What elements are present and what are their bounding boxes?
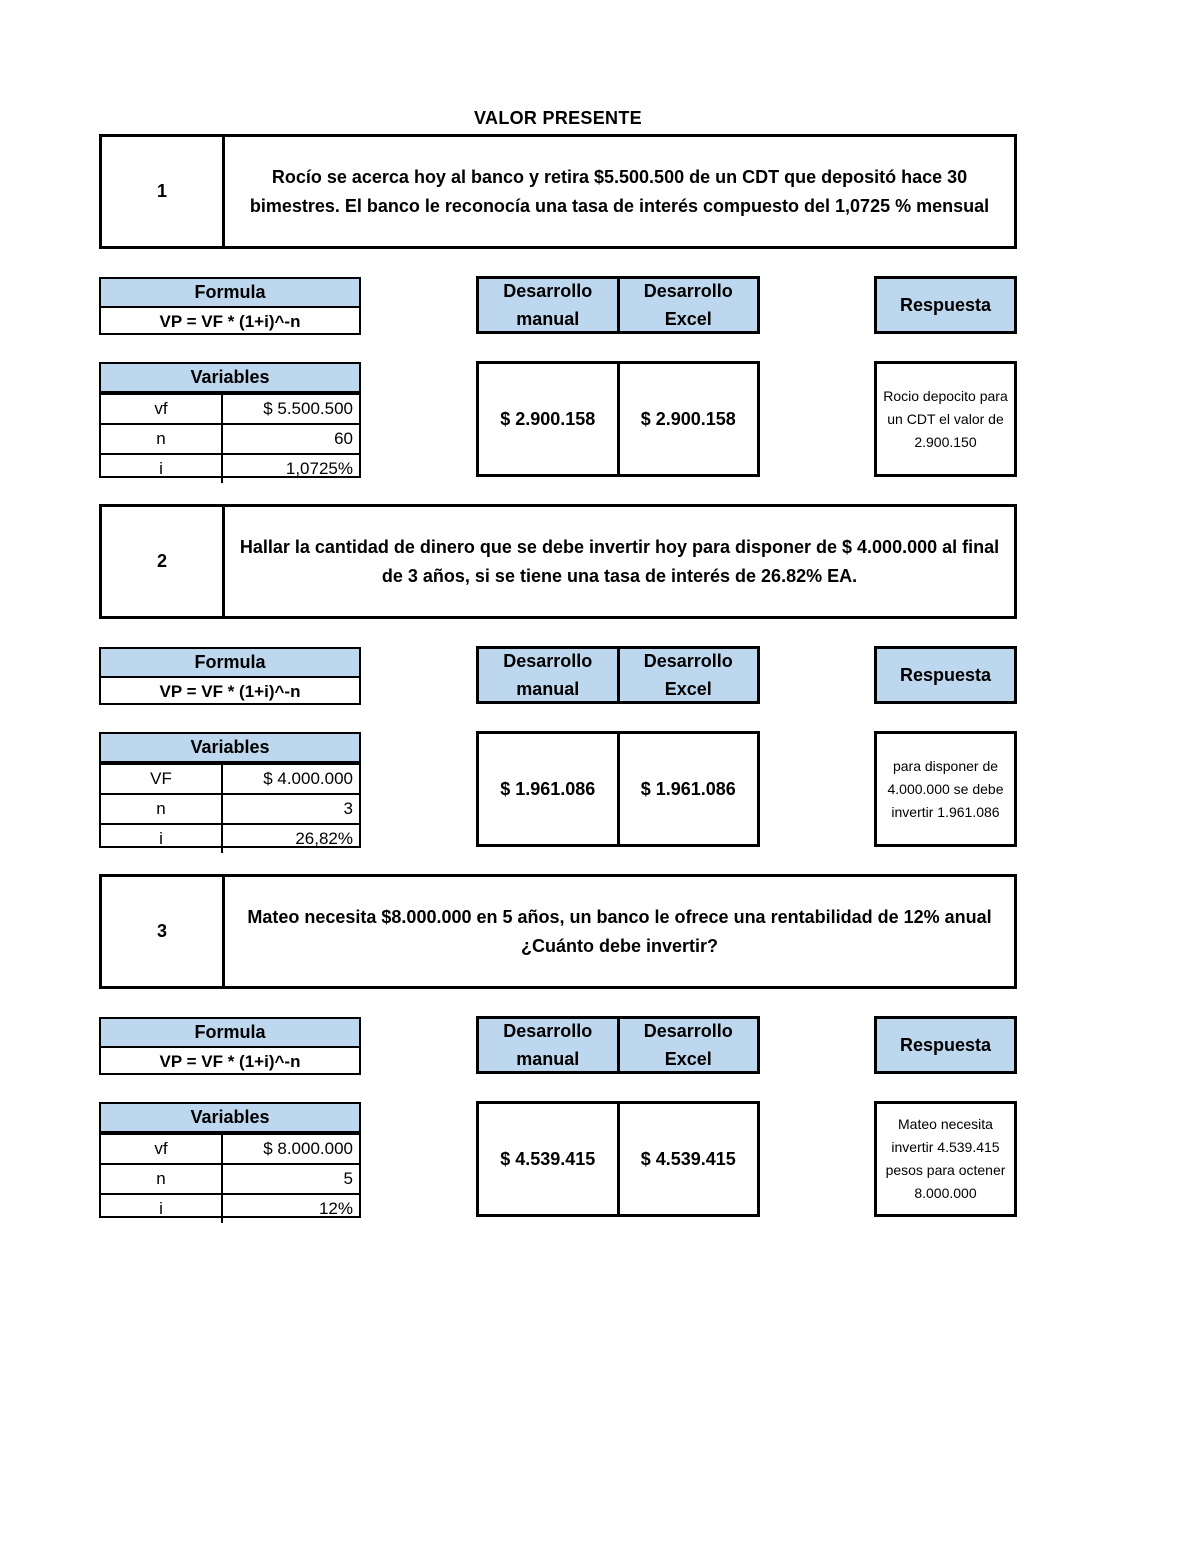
respuesta-header: Respuesta xyxy=(874,276,1017,334)
respuesta-value: Rocio depocito para un CDT el valor de 2.900.150 xyxy=(874,361,1017,477)
variable-value: 5 xyxy=(343,1169,353,1188)
variable-row xyxy=(101,1193,359,1223)
problem-1-box xyxy=(99,134,1017,249)
problem-number: 2 xyxy=(102,507,225,616)
development-values xyxy=(476,731,760,847)
variables-table xyxy=(99,362,361,478)
respuesta-value: Mateo necesita invertir 4.539.415 pesos para octener 8.000.000 xyxy=(874,1101,1017,1217)
variable-name: n xyxy=(101,1165,223,1193)
variable-value: 26,82% xyxy=(295,829,353,848)
dev-excel-header: Desarrollo Excel xyxy=(617,649,758,701)
problem-number: 3 xyxy=(102,877,225,986)
dev-manual-value: $ 1.961.086 xyxy=(500,778,596,799)
dev-excel-header: Desarrollo Excel xyxy=(617,1019,758,1071)
formula-value: VP = VF * (1+i)^-n xyxy=(159,312,301,331)
variable-value: 12% xyxy=(318,1199,353,1218)
variable-row xyxy=(101,453,359,483)
variable-row xyxy=(101,423,359,453)
variable-name: vf xyxy=(101,1135,223,1163)
variable-name: i xyxy=(101,825,223,853)
variable-value: 60 xyxy=(334,429,353,448)
dev-manual-header: Desarrollo manual xyxy=(479,279,617,331)
variables-header: Variables xyxy=(101,1104,359,1133)
respuesta-header: Respuesta xyxy=(874,646,1017,704)
development-values xyxy=(476,1101,760,1217)
variable-value: $ 5.500.500 xyxy=(263,399,353,418)
variable-row xyxy=(101,793,359,823)
problem-3-box xyxy=(99,874,1017,989)
dev-excel-value: $ 4.539.415 xyxy=(617,1104,758,1214)
respuesta-value: para disponer de 4.000.000 se debe invertir 1.961.086 xyxy=(874,731,1017,847)
variable-value: $ 8.000.000 xyxy=(263,1139,353,1158)
dev-manual-header: Desarrollo manual xyxy=(479,1019,617,1071)
variable-row xyxy=(101,393,359,423)
dev-manual-header: Desarrollo manual xyxy=(479,649,617,701)
formula-header: Formula xyxy=(101,1019,359,1048)
formula-header: Formula xyxy=(101,649,359,678)
variable-row xyxy=(101,823,359,853)
variable-row xyxy=(101,763,359,793)
variable-row xyxy=(101,1163,359,1193)
variables-header: Variables xyxy=(101,364,359,393)
dev-excel-value: $ 1.961.086 xyxy=(617,734,758,844)
formula-header: Formula xyxy=(101,279,359,308)
variable-name: n xyxy=(101,425,223,453)
variable-name: i xyxy=(101,455,223,483)
variable-row xyxy=(101,1133,359,1163)
variable-name: n xyxy=(101,795,223,823)
variables-table xyxy=(99,732,361,848)
dev-excel-value: $ 2.900.158 xyxy=(617,364,758,474)
page-title: VALOR PRESENTE xyxy=(474,108,642,128)
variable-value: 1,0725% xyxy=(285,459,353,478)
variable-name: vf xyxy=(101,395,223,423)
respuesta-header: Respuesta xyxy=(874,1016,1017,1074)
formula-value: VP = VF * (1+i)^-n xyxy=(159,1052,301,1071)
development-header xyxy=(476,646,760,704)
variable-value: 3 xyxy=(343,799,353,818)
problem-2-box xyxy=(99,504,1017,619)
formula-table xyxy=(99,277,361,335)
dev-excel-header: Desarrollo Excel xyxy=(617,279,758,331)
development-header xyxy=(476,276,760,334)
variable-name: VF xyxy=(101,765,223,793)
problem-statement: Hallar la cantidad de dinero que se debe invertir hoy para disponer de $ 4.000.000 al final de 3 años, si se tiene una tasa de interés de 26.82% EA. xyxy=(239,536,1000,586)
formula-value: VP = VF * (1+i)^-n xyxy=(159,682,301,701)
development-values xyxy=(476,361,760,477)
formula-table xyxy=(99,647,361,705)
variables-table xyxy=(99,1102,361,1218)
development-header xyxy=(476,1016,760,1074)
problem-statement: Rocío se acerca hoy al banco y retira $5.500.500 de un CDT que depositó hace 30 bimestres. El banco le reconocía una tasa de interés compuesto del 1,0725 % mensual xyxy=(249,166,990,216)
problem-statement: Mateo necesita $8.000.000 en 5 años, un banco le ofrece una rentabilidad de 12% anual ¿Cuánto debe invertir? xyxy=(247,906,992,956)
dev-manual-value: $ 2.900.158 xyxy=(500,408,596,429)
problem-number: 1 xyxy=(102,137,225,246)
variable-value: $ 4.000.000 xyxy=(263,769,353,788)
variable-name: i xyxy=(101,1195,223,1223)
variables-header: Variables xyxy=(101,734,359,763)
formula-table xyxy=(99,1017,361,1075)
dev-manual-value: $ 4.539.415 xyxy=(500,1148,596,1169)
